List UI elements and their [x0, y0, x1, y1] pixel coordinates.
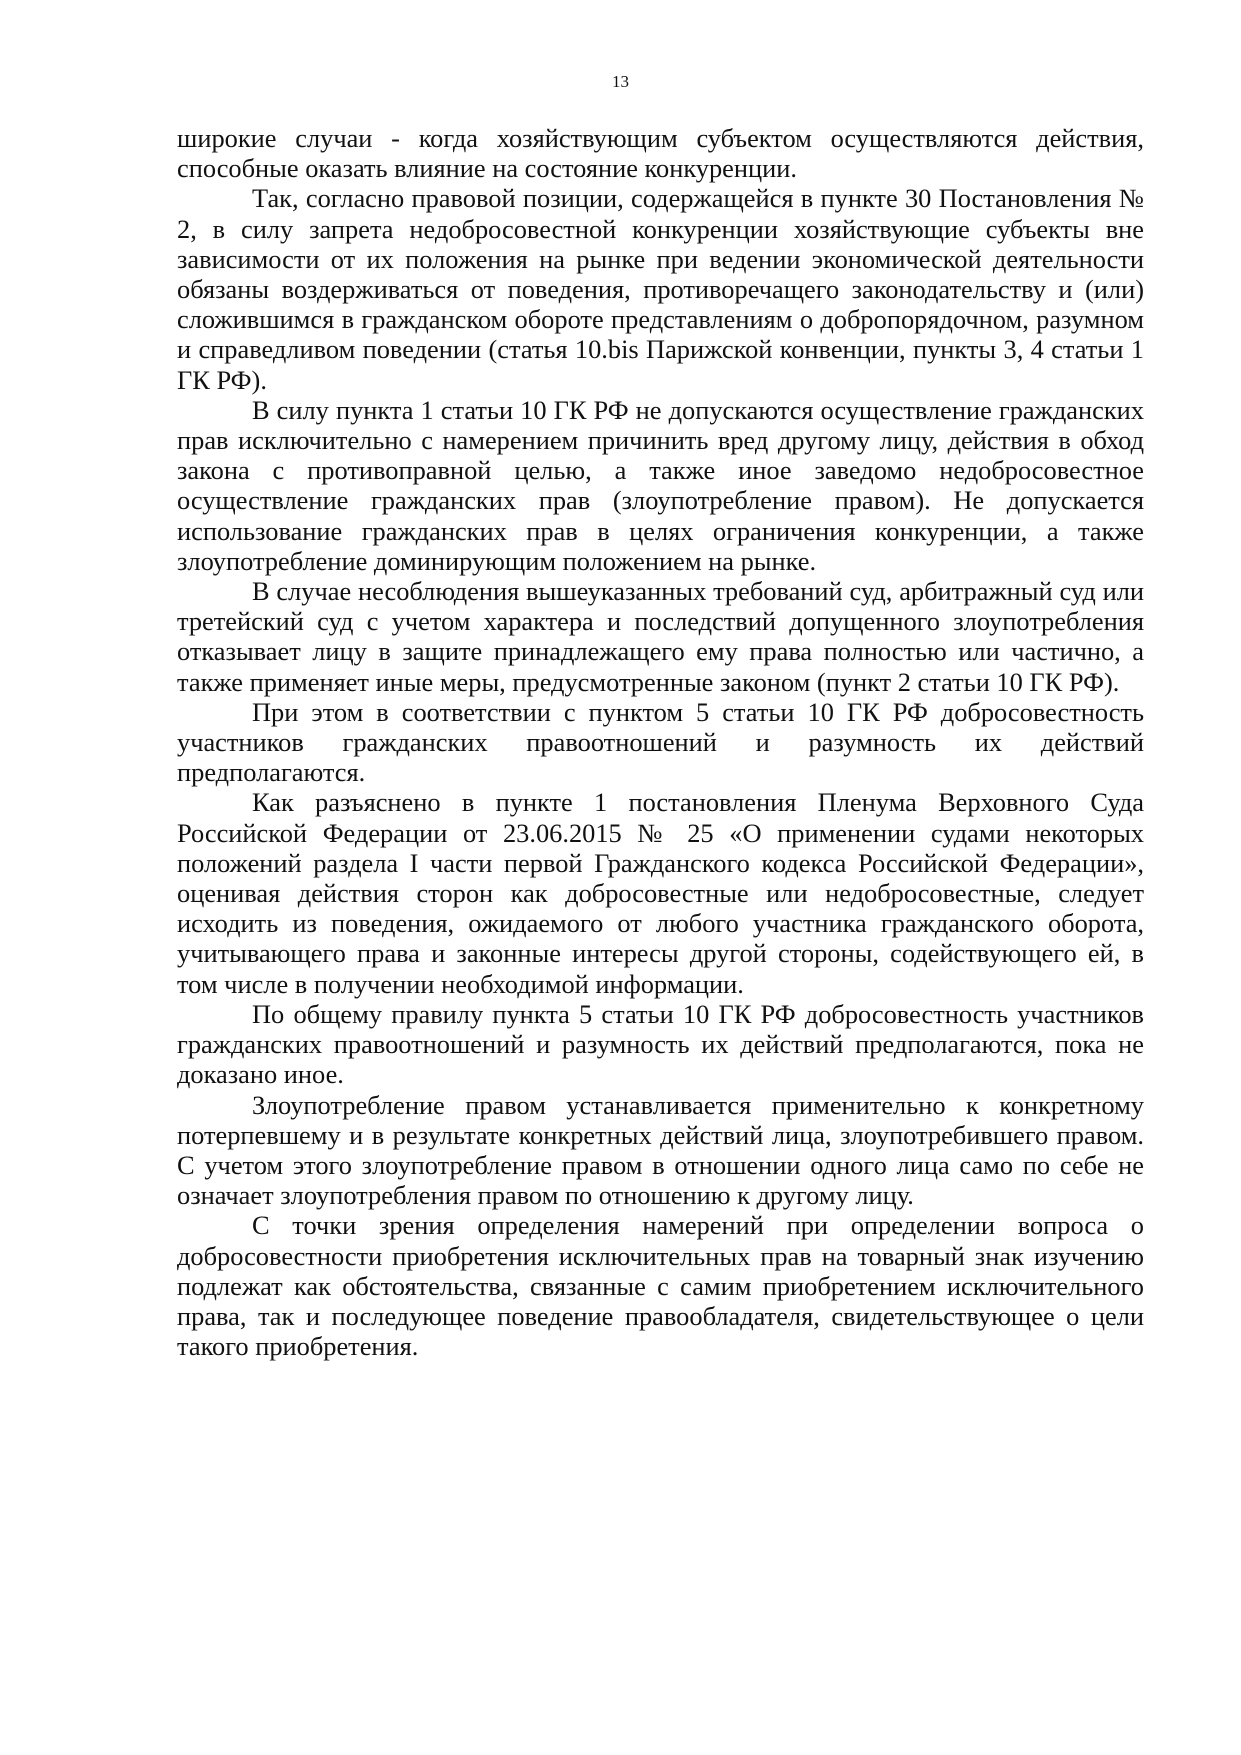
paragraph-unfair-competition: Так, согласно правовой позиции, содержащейся в пункте 30 Постановления № 2, в силу запрета недобросовестной конкуренции хозяйствующие субъекты вне зависимости от их положения на рынке при ведении экономической деятельности обязаны воздерживаться от поведения, противоречащего законодательству и (или) сложившимся в гражданском обороте представлениям о добропорядочном, разумном и справедливом поведении (статья 10.bis Парижской конвенции, пункты 3, 4 статьи 1 ГК РФ). — [177, 183, 1144, 395]
paragraph-general-rule: По общему правилу пункта 5 статьи 10 ГК РФ добросовестность участников гражданских правоотношений и разумность их действий предполагаются, пока не доказано иное. — [177, 998, 1144, 1090]
paragraph-trademark-intent: С точки зрения определения намерений при определении вопроса о добросовестности приобретения исключительных прав на товарный знак изучению подлежат как обстоятельства, связанные с самим приобретением исключительного права, так и последующее поведение правообладателя, свидетельствующее о цели такого приобретения. — [177, 1210, 1144, 1362]
paragraph-continuation: широкие случаи - когда хозяйствующим субъектом осуществляются действия, способные оказать влияние на состояние конкуренции. — [177, 123, 1144, 184]
page-number: 13 — [612, 72, 629, 91]
paragraph-article-10-clause-1: В силу пункта 1 статьи 10 ГК РФ не допускаются осуществление гражданских прав исключительно с намерением причинить вред другому лицу, действия в обход закона с противоправной целью, а также иное заведомо недобросовестное осуществление гражданских прав (злоупотребление правом). Не допускается использование гражданских прав в целях ограничения конкуренции, а также злоупотребление доминирующим положением на рынке. — [177, 394, 1144, 576]
paragraph-article-10-clause-5: При этом в соответствии с пунктом 5 статьи 10 ГК РФ добросовестность участников гражданских правоотношений и разумность их действий предполагаются. — [177, 696, 1144, 788]
paragraph-article-10-clause-2: В случае несоблюдения вышеуказанных требований суд, арбитражный суд или третейский суд с учетом характера и последствий допущенного злоупотребления отказывает лицу в защите принадлежащего ему права полностью или частично, а также применяет иные меры, предусмотренные законом (пункт 2 статьи 10 ГК РФ). — [177, 576, 1144, 697]
document-body — [177, 123, 1144, 1361]
paragraph-abuse-of-right: Злоупотребление правом устанавливается применительно к конкретному потерпевшему и в результате конкретных действий лица, злоупотребившего правом. С учетом этого злоупотребление правом в отношении одного лица само по себе не означает злоупотребления правом по отношению к другому лицу. — [177, 1089, 1144, 1211]
paragraph-plenum-resolution: Как разъяснено в пункте 1 постановления Пленума Верховного Суда Российской Федерации от 23.06.2015 № 25 «О применении судами некоторых положений раздела I части первой Гражданского кодекса Российской Федерации», оценивая действия сторон как добросовестные или недобросовестные, следует исходить из поведения, ожидаемого от любого участника гражданского оборота, учитывающего права и законные интересы другой стороны, содействующего ей, в том числе в получении необходимой информации. — [177, 787, 1144, 999]
